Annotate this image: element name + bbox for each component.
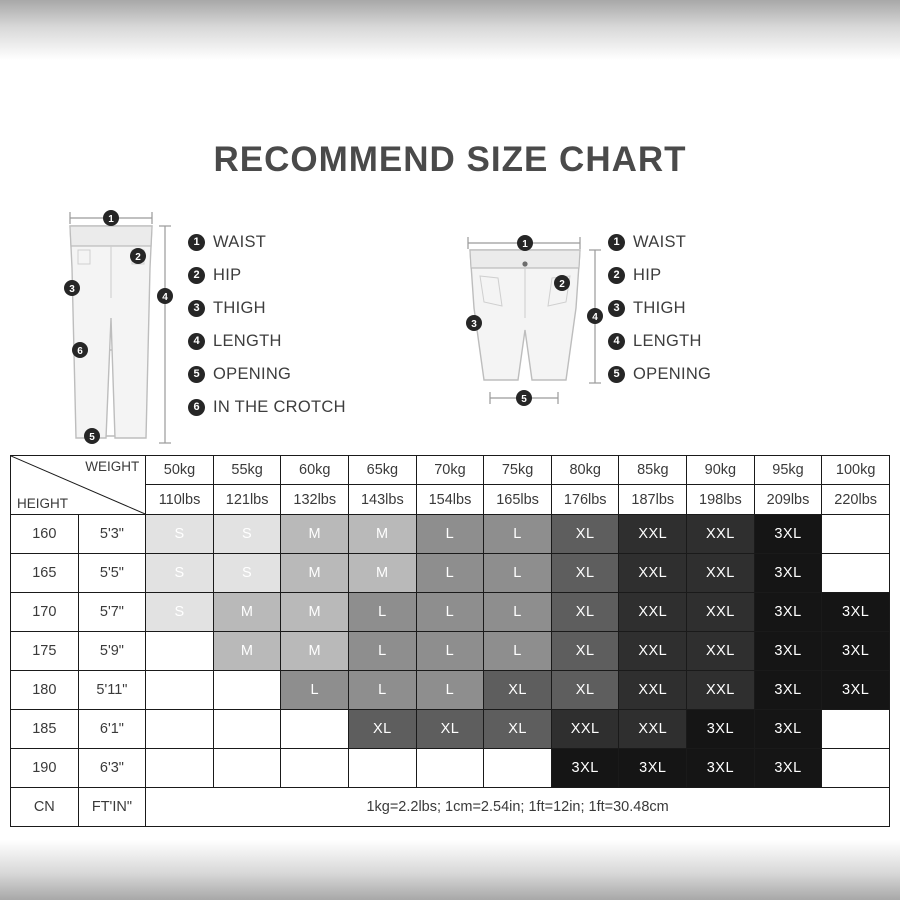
size-cell-l: L: [349, 593, 417, 632]
height-cm-cell: 165: [11, 554, 79, 593]
height-ft-cell: 5'5": [78, 554, 146, 593]
size-cell-l: L: [416, 593, 484, 632]
legend-item: [188, 292, 428, 325]
size-cell-xl: XL: [349, 710, 417, 749]
weight-lbs-header: 143lbs: [349, 485, 417, 515]
legend-item: [188, 325, 428, 358]
height-axis-label: HEIGHT: [17, 496, 69, 511]
size-cell-l: L: [416, 671, 484, 710]
weight-lbs-header: 220lbs: [822, 485, 890, 515]
size-cell-xl: XL: [551, 554, 619, 593]
size-cell-empty: [213, 671, 281, 710]
size-cell-empty: [146, 671, 214, 710]
pants-illustration: [20, 198, 190, 448]
legend-number-icon: 4: [608, 333, 625, 350]
legend-label: OPENING: [213, 365, 292, 383]
size-cell-empty: [822, 710, 890, 749]
height-ft-cell: 5'7": [78, 593, 146, 632]
size-cell-m: M: [281, 515, 349, 554]
legend-item: [188, 358, 428, 391]
height-ft-cell: 6'3": [78, 749, 146, 788]
size-chart-table-wrapper: [10, 455, 890, 827]
weight-kg-header: 55kg: [213, 456, 281, 485]
shorts-diagram: [440, 198, 860, 448]
size-cell-l: L: [484, 632, 552, 671]
size-cell-l: L: [281, 671, 349, 710]
legend-label: LENGTH: [633, 332, 702, 350]
page-title: RECOMMEND SIZE CHART: [213, 140, 687, 179]
weight-kg-header: 70kg: [416, 456, 484, 485]
weight-lbs-header: 209lbs: [754, 485, 822, 515]
legend-label: WAIST: [633, 233, 687, 251]
table-row: [11, 671, 890, 710]
legend-number-icon: 4: [188, 333, 205, 350]
size-cell-3xl: 3XL: [687, 710, 755, 749]
size-cell-s: S: [146, 515, 214, 554]
size-cell-3xl: 3XL: [551, 749, 619, 788]
size-cell-xl: XL: [551, 515, 619, 554]
weight-lbs-header: 187lbs: [619, 485, 687, 515]
size-cell-l: L: [416, 554, 484, 593]
legend-item: [608, 292, 848, 325]
table-row: [11, 749, 890, 788]
height-cm-cell: 185: [11, 710, 79, 749]
size-cell-l: L: [349, 671, 417, 710]
size-cell-empty: [281, 710, 349, 749]
size-cell-l: L: [484, 554, 552, 593]
height-ft-cell: 5'9": [78, 632, 146, 671]
height-cm-cell: 160: [11, 515, 79, 554]
size-cell-m: M: [349, 515, 417, 554]
size-cell-m: M: [349, 554, 417, 593]
size-cell-xl: XL: [416, 710, 484, 749]
weight-kg-header: 90kg: [687, 456, 755, 485]
weight-axis-label: WEIGHT: [85, 459, 140, 474]
height-cm-cell: 190: [11, 749, 79, 788]
bottom-gradient-edge: [0, 840, 900, 900]
size-cell-empty: [416, 749, 484, 788]
height-ft-cell: 5'3": [78, 515, 146, 554]
size-cell-3xl: 3XL: [754, 593, 822, 632]
weight-lbs-header: 121lbs: [213, 485, 281, 515]
legend-number-icon: 1: [608, 234, 625, 251]
size-cell-xl: XL: [551, 632, 619, 671]
size-cell-l: L: [484, 515, 552, 554]
legend-label: THIGH: [633, 299, 686, 317]
size-cell-xxl: XXL: [619, 515, 687, 554]
size-cell-3xl: 3XL: [754, 515, 822, 554]
size-cell-empty: [213, 749, 281, 788]
pants-legend: [188, 226, 428, 424]
weight-kg-header: 60kg: [281, 456, 349, 485]
legend-label: OPENING: [633, 365, 712, 383]
size-cell-3xl: 3XL: [822, 671, 890, 710]
table-corner-header: [11, 456, 146, 515]
legend-item: [188, 259, 428, 292]
weight-kg-header: 95kg: [754, 456, 822, 485]
footer-ftin-label: FT'IN": [78, 788, 146, 827]
size-cell-l: L: [484, 593, 552, 632]
size-cell-3xl: 3XL: [619, 749, 687, 788]
size-cell-empty: [146, 632, 214, 671]
size-cell-xxl: XXL: [619, 593, 687, 632]
weight-kg-header: 100kg: [822, 456, 890, 485]
weight-lbs-header: 165lbs: [484, 485, 552, 515]
legend-number-icon: 5: [188, 366, 205, 383]
svg-text:3: 3: [471, 319, 477, 330]
table-row: [11, 632, 890, 671]
height-cm-cell: 170: [11, 593, 79, 632]
weight-kg-header: 65kg: [349, 456, 417, 485]
size-cell-empty: [146, 710, 214, 749]
legend-number-icon: 6: [188, 399, 205, 416]
weight-kg-header: 50kg: [146, 456, 214, 485]
weight-lbs-header: 198lbs: [687, 485, 755, 515]
size-cell-3xl: 3XL: [687, 749, 755, 788]
size-cell-3xl: 3XL: [754, 749, 822, 788]
size-cell-3xl: 3XL: [822, 593, 890, 632]
shorts-legend: [608, 226, 848, 391]
size-cell-xxl: XXL: [687, 554, 755, 593]
top-gradient-edge: [0, 0, 900, 60]
size-cell-s: S: [213, 554, 281, 593]
size-cell-xxl: XXL: [551, 710, 619, 749]
legend-label: IN THE CROTCH: [213, 398, 346, 416]
size-cell-xl: XL: [484, 710, 552, 749]
size-cell-3xl: 3XL: [754, 554, 822, 593]
size-cell-empty: [484, 749, 552, 788]
svg-text:6: 6: [77, 346, 83, 357]
size-cell-l: L: [416, 632, 484, 671]
pants-diagram: [20, 198, 440, 448]
size-cell-s: S: [213, 515, 281, 554]
size-cell-xxl: XXL: [687, 593, 755, 632]
table-row: [11, 710, 890, 749]
size-cell-m: M: [281, 632, 349, 671]
size-cell-empty: [822, 749, 890, 788]
table-header-weight-kg: [11, 456, 890, 485]
size-cell-m: M: [213, 593, 281, 632]
size-cell-xxl: XXL: [619, 554, 687, 593]
weight-kg-header: 75kg: [484, 456, 552, 485]
size-cell-empty: [281, 749, 349, 788]
svg-text:5: 5: [521, 394, 527, 405]
diagram-section: [0, 198, 900, 448]
footer-conversion-note: 1kg=2.2lbs; 1cm=2.54in; 1ft=12in; 1ft=30.48cm: [146, 788, 890, 827]
legend-item: [188, 226, 428, 259]
legend-label: HIP: [633, 266, 662, 284]
size-cell-empty: [822, 554, 890, 593]
size-cell-xxl: XXL: [619, 671, 687, 710]
height-cm-cell: 180: [11, 671, 79, 710]
size-cell-xxl: XXL: [687, 632, 755, 671]
weight-lbs-header: 154lbs: [416, 485, 484, 515]
table-row: [11, 554, 890, 593]
size-cell-xl: XL: [551, 671, 619, 710]
table-footer-row: [11, 788, 890, 827]
legend-number-icon: 2: [608, 267, 625, 284]
svg-text:3: 3: [69, 284, 75, 295]
size-cell-xxl: XXL: [687, 515, 755, 554]
size-cell-s: S: [146, 554, 214, 593]
height-ft-cell: 6'1": [78, 710, 146, 749]
size-chart-table: [10, 455, 890, 827]
legend-item: [608, 325, 848, 358]
legend-label: THIGH: [213, 299, 266, 317]
size-cell-3xl: 3XL: [754, 710, 822, 749]
height-ft-cell: 5'11": [78, 671, 146, 710]
weight-kg-header: 85kg: [619, 456, 687, 485]
size-cell-xl: XL: [484, 671, 552, 710]
size-cell-xxl: XXL: [619, 710, 687, 749]
svg-text:5: 5: [89, 432, 95, 443]
size-cell-m: M: [281, 554, 349, 593]
weight-lbs-header: 132lbs: [281, 485, 349, 515]
size-cell-3xl: 3XL: [754, 632, 822, 671]
size-cell-s: S: [146, 593, 214, 632]
legend-label: LENGTH: [213, 332, 282, 350]
svg-text:1: 1: [108, 214, 114, 225]
legend-item: [608, 259, 848, 292]
legend-number-icon: 3: [608, 300, 625, 317]
size-cell-xl: XL: [551, 593, 619, 632]
size-cell-3xl: 3XL: [822, 632, 890, 671]
legend-number-icon: 1: [188, 234, 205, 251]
weight-lbs-header: 176lbs: [551, 485, 619, 515]
weight-lbs-header: 110lbs: [146, 485, 214, 515]
svg-text:1: 1: [522, 239, 528, 250]
legend-label: WAIST: [213, 233, 267, 251]
size-cell-xxl: XXL: [619, 632, 687, 671]
table-row: [11, 593, 890, 632]
height-cm-cell: 175: [11, 632, 79, 671]
size-cell-empty: [146, 749, 214, 788]
size-cell-empty: [349, 749, 417, 788]
svg-text:4: 4: [162, 292, 168, 303]
size-cell-l: L: [349, 632, 417, 671]
legend-number-icon: 3: [188, 300, 205, 317]
legend-number-icon: 2: [188, 267, 205, 284]
legend-number-icon: 5: [608, 366, 625, 383]
size-cell-xxl: XXL: [687, 671, 755, 710]
size-cell-3xl: 3XL: [754, 671, 822, 710]
size-cell-m: M: [281, 593, 349, 632]
legend-item: [188, 391, 428, 424]
size-cell-empty: [822, 515, 890, 554]
size-cell-empty: [213, 710, 281, 749]
svg-text:2: 2: [135, 252, 141, 263]
svg-text:4: 4: [592, 312, 598, 323]
size-cell-m: M: [213, 632, 281, 671]
legend-item: [608, 226, 848, 259]
table-row: [11, 515, 890, 554]
legend-label: HIP: [213, 266, 242, 284]
svg-text:2: 2: [559, 279, 565, 290]
footer-cn-label: CN: [11, 788, 79, 827]
shorts-illustration: [440, 198, 620, 428]
size-cell-l: L: [416, 515, 484, 554]
legend-item: [608, 358, 848, 391]
weight-kg-header: 80kg: [551, 456, 619, 485]
